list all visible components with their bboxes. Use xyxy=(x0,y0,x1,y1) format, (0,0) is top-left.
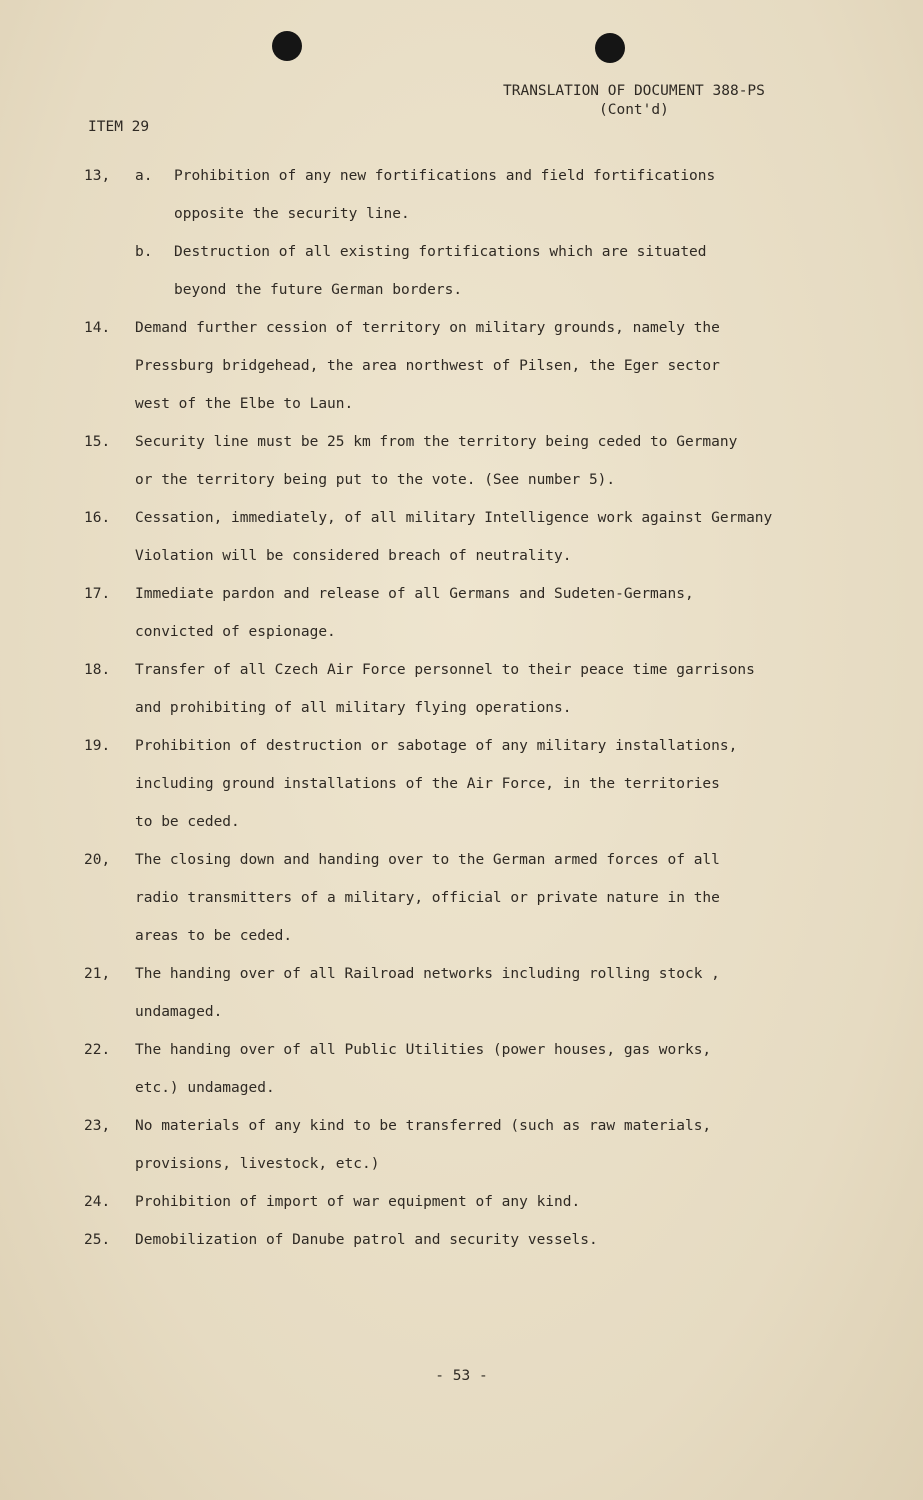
item-line: including ground installations of the Air Force, in the territories xyxy=(135,776,720,792)
item-number: 22. xyxy=(84,1042,111,1058)
sub-item-letter: a. xyxy=(135,168,153,184)
list-item xyxy=(84,955,864,1031)
item-number: 13, xyxy=(84,168,111,184)
sub-item xyxy=(84,233,864,309)
list-item xyxy=(84,1107,864,1183)
item-line: Demand further cession of territory on military grounds, namely the xyxy=(135,320,720,336)
item-number: 24. xyxy=(84,1194,111,1210)
item-line: No materials of any kind to be transferred (such as raw materials, xyxy=(135,1118,712,1134)
sub-item-letter: b. xyxy=(135,244,153,260)
item-line: opposite the security line. xyxy=(174,206,410,222)
item-number: 14. xyxy=(84,320,111,336)
list-item xyxy=(84,1183,864,1221)
item-line: Cessation, immediately, of all military Intelligence work against Germany xyxy=(135,510,773,526)
item-line: areas to be ceded. xyxy=(135,928,293,944)
item-line: Destruction of all existing fortifications which are situated xyxy=(174,244,707,260)
item-line: Violation will be considered breach of neutrality. xyxy=(135,548,572,564)
item-line: Immediate pardon and release of all Germans and Sudeten-Germans, xyxy=(135,586,694,602)
list-item xyxy=(84,423,864,499)
item-line: Transfer of all Czech Air Force personnel to their peace time garrisons xyxy=(135,662,755,678)
item-list xyxy=(84,157,864,1259)
item-line: and prohibiting of all military flying operations. xyxy=(135,700,572,716)
item-line: Prohibition of import of war equipment of any kind. xyxy=(135,1194,581,1210)
item-line: to be ceded. xyxy=(135,814,240,830)
punch-hole-left xyxy=(272,31,302,61)
item-number: 20, xyxy=(84,852,111,868)
item-line: The closing down and handing over to the German armed forces of all xyxy=(135,852,720,868)
item-number: 21, xyxy=(84,966,111,982)
item-number: 25. xyxy=(84,1232,111,1248)
list-item xyxy=(84,157,864,309)
document-title xyxy=(503,82,803,120)
item-number: 18. xyxy=(84,662,111,678)
item-number: 17. xyxy=(84,586,111,602)
punch-hole-right xyxy=(595,33,625,63)
list-item xyxy=(84,499,864,575)
page-number: - 53 - xyxy=(435,1368,488,1384)
list-item xyxy=(84,727,864,841)
list-item xyxy=(84,1031,864,1107)
sub-item xyxy=(84,157,864,233)
item-number: 23, xyxy=(84,1118,111,1134)
item-line: convicted of espionage. xyxy=(135,624,336,640)
list-item xyxy=(84,575,864,651)
title-line-2: (Cont'd) xyxy=(599,102,669,118)
item-number: 19. xyxy=(84,738,111,754)
item-line: west of the Elbe to Laun. xyxy=(135,396,354,412)
item-line: or the territory being put to the vote. (See number 5). xyxy=(135,472,616,488)
item-line: provisions, livestock, etc.) xyxy=(135,1156,380,1172)
item-line: beyond the future German borders. xyxy=(174,282,463,298)
item-line: radio transmitters of a military, official or private nature in the xyxy=(135,890,720,906)
item-line: etc.) undamaged. xyxy=(135,1080,275,1096)
title-line-1: TRANSLATION OF DOCUMENT 388-PS xyxy=(503,83,765,99)
item-line: The handing over of all Public Utilities (power houses, gas works, xyxy=(135,1042,712,1058)
list-item xyxy=(84,841,864,955)
item-label: ITEM 29 xyxy=(88,119,150,135)
item-line: Pressburg bridgehead, the area northwest of Pilsen, the Eger sector xyxy=(135,358,720,374)
item-line: Security line must be 25 km from the territory being ceded to Germany xyxy=(135,434,738,450)
item-number: 15. xyxy=(84,434,111,450)
item-line: Demobilization of Danube patrol and security vessels. xyxy=(135,1232,598,1248)
item-number: 16. xyxy=(84,510,111,526)
item-line: The handing over of all Railroad networks including rolling stock , xyxy=(135,966,720,982)
item-line: undamaged. xyxy=(135,1004,223,1020)
item-line: Prohibition of any new fortifications and field fortifications xyxy=(174,168,716,184)
list-item xyxy=(84,309,864,423)
list-item xyxy=(84,1221,864,1259)
list-item xyxy=(84,651,864,727)
item-line: Prohibition of destruction or sabotage of any military installations, xyxy=(135,738,738,754)
